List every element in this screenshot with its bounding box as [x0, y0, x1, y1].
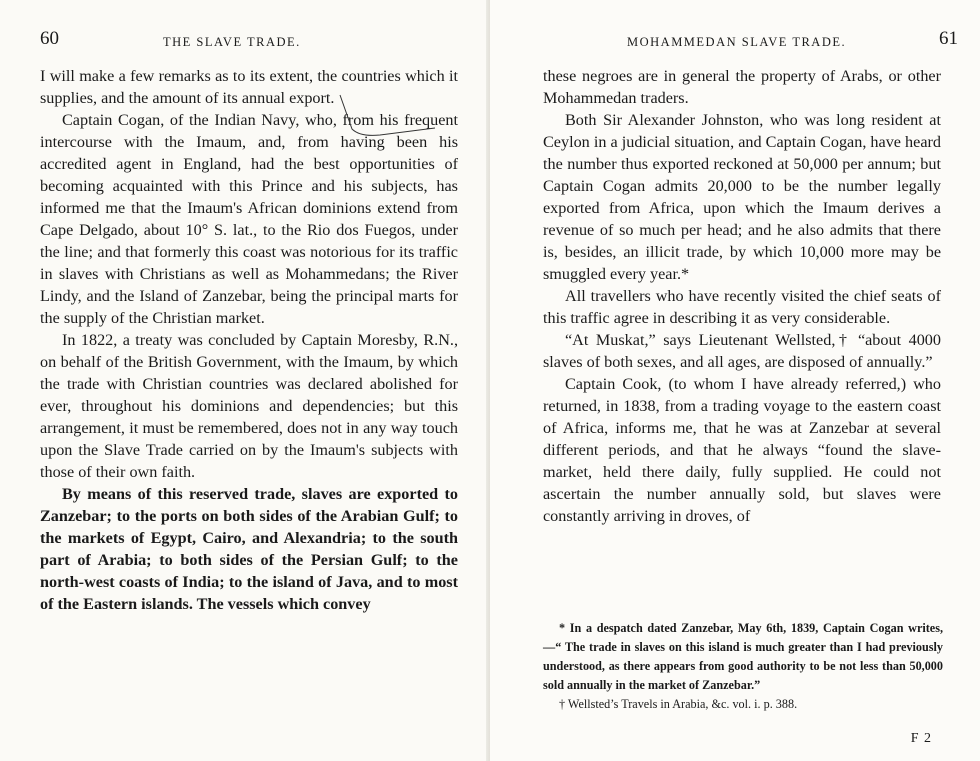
- footnote: † Wellsted’s Travels in Arabia, &c. vol. i. p. 388.: [559, 697, 798, 711]
- running-head-left: THE SLAVE TRADE.: [163, 35, 301, 49]
- paragraph: All travellers who have recently visited the chief seats of this traffic agree in describing it as very considerable.: [543, 287, 941, 327]
- left-page-header: [40, 28, 460, 58]
- running-head-right: MOHAMMEDAN SLAVE TRADE.: [627, 35, 847, 49]
- paragraph: In 1822, a treaty was concluded by Captain Moresby, R.N., on behalf of the British Government, with the Imaum, by which the trade with Christian countries was declared abolished for ever, throughout his dominions and dependencies; but this arrangement, it must be remembered, does not in any way touch upon the Slave Trade carried on by the Imaum's subjects with those of their own faith.: [40, 331, 458, 481]
- footnote: * In a despatch dated Zanzebar, May 6th, 1839, Captain Cogan writes,—“ The trade in slaves on this island is much greater than I had previously understood, as there appears from good authority to be not less than 50,000 sold annually in the market of Zanzebar.”: [543, 621, 943, 692]
- right-page-header: [540, 28, 958, 58]
- paragraph: I will make a few remarks as to its extent, the countries which it supplies, and the amount of its annual export.: [40, 67, 458, 107]
- signature-mark: F 2: [910, 731, 932, 746]
- left-page-body: [40, 65, 458, 615]
- page-number-left: 60: [40, 28, 59, 49]
- page-number-right: 61: [939, 28, 958, 49]
- footnotes: [543, 619, 943, 714]
- paragraph: Captain Cogan, of the Indian Navy, who, from his frequent intercourse with the Imaum, and, from having been his accredited agent in England, had the best opportunities of becoming acquainted with this Prince and his subjects, has informed me that the Imaum's African dominions extend from Cape Delgado, about 10° S. lat., to the Rio dos Fuegos, under the line; and that formerly this coast was notorious for its traffic in slaves with Christians as well as Mohammedans; the River Lindy, and the Island of Zanzebar, being the principal marts for the supply of the Christian market.: [40, 111, 458, 327]
- right-page-body: [543, 65, 941, 527]
- paragraph: these negroes are in general the property of Arabs, or other Mohammedan traders.: [543, 67, 941, 107]
- paragraph: Captain Cook, (to whom I have already referred,) who returned, in 1838, from a trading voyage to the eastern coast of Africa, informs me, that he was at Zanzebar at several different periods, and that he always “found the slave-market, held there daily, fully supplied. He could not ascertain the number annually sold, but slaves were constantly arriving in droves, of: [543, 375, 941, 525]
- paragraph: Both Sir Alexander Johnston, who was long resident at Ceylon in a judicial situation, and Captain Cogan, have heard the number thus exported reckoned at 50,000 per annum; but Captain Cogan admits 20,000 to be the number legally exported from Africa, upon which the Imaum derives a revenue of so much per head; and he also admits that there is, besides, an illicit trade, by which 10,000 more may be smuggled every year.*: [543, 111, 941, 283]
- right-page: [490, 0, 980, 761]
- paragraph: “At Muskat,” says Lieutenant Wellsted,† “about 4000 slaves of both sexes, and all ages, are disposed of annually.”: [543, 331, 941, 371]
- paragraph: By means of this reserved trade, slaves are exported to Zanzebar; to the ports on both sides of the Arabian Gulf; to the markets of Egypt, Cairo, and Alexandria; to the south part of Arabia; to both sides of the Persian Gulf; to the north-west coasts of India; to the island of Java, and to most of the Eastern islands. The vessels which convey: [40, 485, 458, 613]
